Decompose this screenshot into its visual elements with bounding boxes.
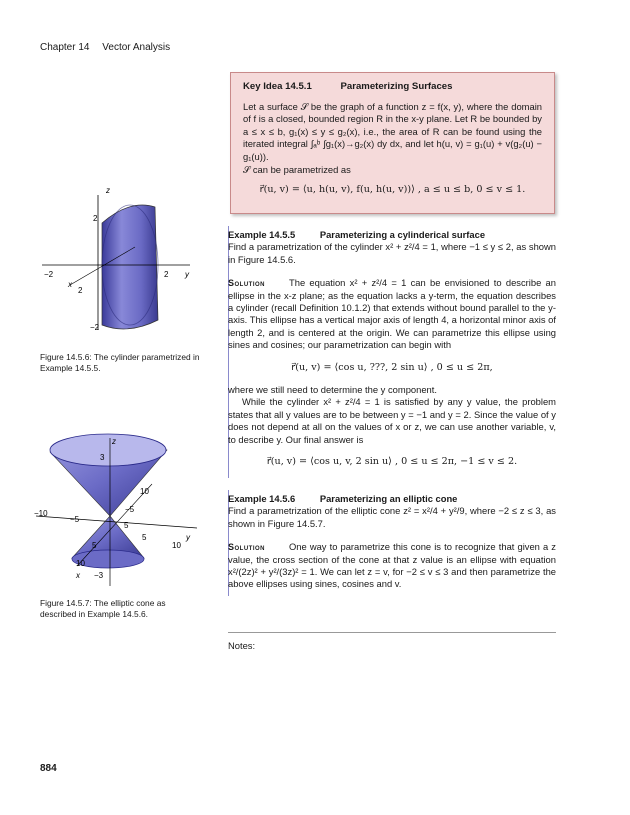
tick-label: −3 <box>94 571 104 580</box>
example1-heading <box>228 229 556 241</box>
figure-cylinder <box>40 185 200 335</box>
tick-label: −2 <box>90 323 100 332</box>
key-idea-line2: 𝒮 can be parametrized as <box>243 163 351 175</box>
tick-label: −10 <box>34 509 48 518</box>
example2 <box>228 493 556 591</box>
example1-label: Example 14.5.5 <box>228 229 296 240</box>
tick-label: 10 <box>172 541 181 550</box>
key-idea-equation: r⃗(u, v) = ⟨u, h(u, v), f(u, h(u, v))⟩ , a ≤ u ≤ b, 0 ≤ v ≤ 1. <box>259 184 526 196</box>
key-idea-body: Let a surface 𝒮 be the graph of a function z = f(x, y), where the domain of f is a closed, bounded region R in the x-y plane. Let R be bounded by a ≤ x ≤ b, g₁(x) ≤ y ≤ g₂(x), i.e., the area of R can be found using the iterated integral ∫ₐᵇ ∫g₁(x)→g₂(x) dy dx, and let h(u, v) = g₁(u) + v(g₂(u) − g₁(u)). <box>243 100 542 162</box>
tick-label: 10 <box>76 559 85 568</box>
tick-label: 5 <box>92 541 97 550</box>
example1-solution-p2: where we still need to determine the y component. <box>228 384 437 396</box>
tick-label: −5 <box>125 505 135 514</box>
axis-y-label: y <box>185 270 189 279</box>
axis-y-label: y <box>186 533 190 542</box>
chapter-title: Vector Analysis <box>102 42 171 53</box>
example2-heading <box>228 493 556 505</box>
key-idea-label: Key Idea 14.5.1 <box>243 81 312 92</box>
cylinder-surface <box>102 205 158 329</box>
tick-label: −2 <box>44 270 54 279</box>
chapter-label: Chapter 14 <box>40 42 90 53</box>
axis-x-label: x <box>68 280 72 289</box>
notes-divider <box>228 632 556 633</box>
tick-label: −5 <box>70 515 80 524</box>
example2-solution-p1: One way to parametrize this cone is to recognize that given a z value, the cross section of the cone at that z value is an ellipse with equation x²/(2z)² + y²/(3z)² = 1. We can let z = v, for −2 ≤ v ≤ 3 and then parametrize the above ellipses using sines, cosines and v. <box>228 541 556 590</box>
example2-solution <box>228 541 556 591</box>
axis-x-label: x <box>76 571 80 580</box>
solution-label: Solution <box>228 542 265 553</box>
example1-prompt: Find a parametrization of the cylinder x² + z²/4 = 1, where −1 ≤ y ≤ 2, as shown in Figure 14.5.6. <box>228 241 556 265</box>
key-idea-heading <box>243 81 542 94</box>
notes-label: Notes: <box>228 640 256 651</box>
figure1-caption: Figure 14.5.6: The cylinder parametrized in Example 14.5.5. <box>40 352 200 373</box>
example1-equation2: r⃗(u, v) = ⟨cos u, v, 2 sin u⟩ , 0 ≤ u ≤ 2π, −1 ≤ v ≤ 2. <box>266 456 518 468</box>
tick-label: 3 <box>100 453 105 462</box>
example1-equation1: r⃗(u, v) = ⟨cos u, ???, 2 sin u⟩ , 0 ≤ u ≤ 2π, <box>291 361 493 373</box>
example1-title: Parameterizing a cylinderical surface <box>319 229 486 240</box>
axis-z-label: z <box>106 186 110 195</box>
tick-label: 2 <box>164 270 169 279</box>
example2-prompt: Find a parametrization of the elliptic cone z² = x²/4 + y²/9, where −2 ≤ z ≤ 3, as shown in Figure 14.5.7. <box>228 505 556 529</box>
tick-label: 10 <box>140 487 149 496</box>
tick-label: 2 <box>93 214 98 223</box>
example1-solution <box>228 277 556 351</box>
example1 <box>228 229 556 479</box>
axis-z-label: z <box>112 437 116 446</box>
example1-solution-p1: The equation x² + z²/4 = 1 can be envisioned to describe an ellipse in the x-z plane; as the equation lacks a y-term, the equation describes a cylinder (recall Definition 10.1.2) that extends without bound parallel to the y-axis. This ellipse has a vertical major axis of length 4, a horizontal minor axis of length 2, and is centered at the origin. We can parametrize this ellipse using sines and cosines; our parametrization can begin with <box>228 277 556 351</box>
figure-cone <box>32 428 202 588</box>
key-idea-title: Parameterizing Surfaces <box>340 81 453 92</box>
example1-solution-p3: While the cylinder x² + z²/4 = 1 is satisfied by any y value, the problem states that all y values are to be between y = −1 and y = 2. Since the value of y does not depend at all on the values of x or z, we can use another variable, v, to describe y. Our final answer is <box>228 396 556 445</box>
example2-title: Parameterizing an elliptic cone <box>319 493 458 504</box>
example2-label: Example 14.5.6 <box>228 493 296 504</box>
solution-label: Solution <box>228 278 265 289</box>
tick-label: 5 <box>142 533 147 542</box>
upper-rim <box>50 434 166 466</box>
page-number: 884 <box>40 763 57 774</box>
key-idea-box <box>230 72 555 214</box>
figure2-caption: Figure 14.5.7: The elliptic cone as described in Example 14.5.6. <box>40 598 166 619</box>
running-header <box>40 42 170 53</box>
tick-label: 2 <box>78 286 83 295</box>
tick-label: 5 <box>124 521 129 530</box>
